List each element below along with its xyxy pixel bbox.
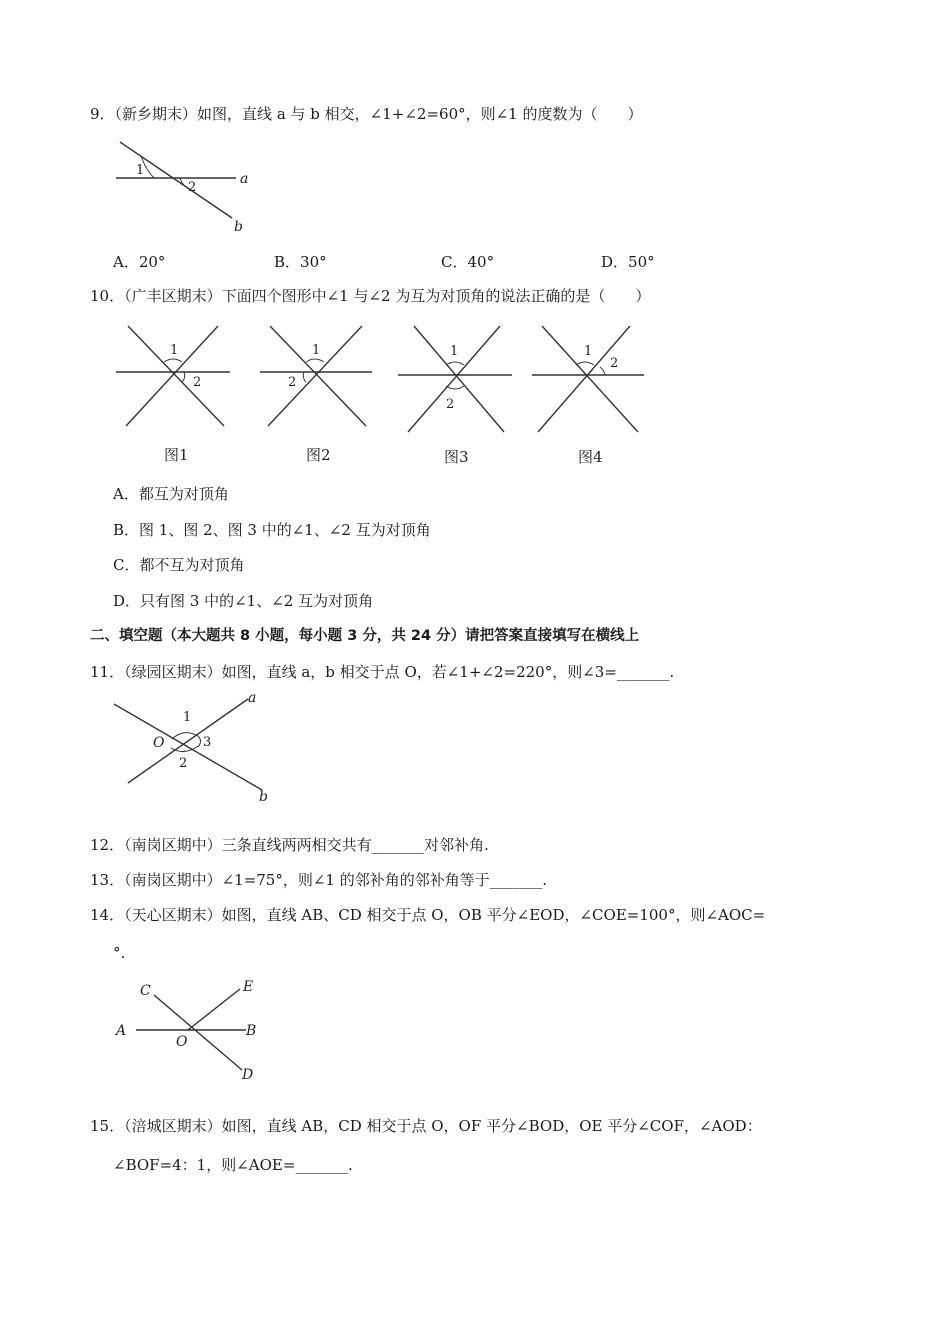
q14-label-a: A	[116, 1023, 127, 1039]
q10-fig4-label-2: 2	[610, 356, 619, 371]
q11-point-o: O	[153, 735, 165, 751]
q11-label-1: 1	[183, 710, 192, 725]
q11-label-3: 3	[203, 735, 212, 750]
section-2-heading: 二、填空题（本大题共 8 小题，每小题 3 分，共 24 分）请把答案直接填写在横线上	[90, 628, 640, 644]
q15-text: 15．（涪城区期末）如图，直线 AB，CD 相交于点 O，OF 平分∠BOD，OE 平分∠COF，∠AOD：	[90, 1117, 762, 1135]
q10-fig1-caption: 图1	[164, 446, 189, 464]
q10-figure-3	[396, 322, 516, 467]
q10-figure-2	[258, 322, 378, 467]
q10-fig2-label-2: 2	[288, 375, 297, 390]
q10-fig1-label-1: 1	[170, 343, 179, 358]
q14-label-d: D	[242, 1067, 254, 1083]
q11-text: 11．（绿园区期末）如图，直线 a，b 相交于点 O，若∠1+∠2=220°，则∠3=_______.	[90, 663, 675, 681]
q9-option-c[interactable]: C．40°	[441, 253, 495, 271]
q15-text-continued: ∠BOF=4：1，则∠AOE=_______.	[113, 1156, 353, 1174]
q14-ray-oe	[188, 989, 240, 1030]
q11-label-a: a	[248, 690, 257, 706]
q10-figure-1	[116, 322, 236, 467]
q9-options	[0, 252, 950, 272]
q9-text: 9．（新乡期末）如图，直线 a 与 b 相交，∠1+∠2=60°，则∠1 的度数为（ ）	[90, 105, 643, 123]
q10-fig3-label-2: 2	[446, 397, 455, 412]
q10-option-a[interactable]: A．都互为对顶角	[113, 485, 229, 503]
q10-fig3-caption: 图3	[444, 448, 469, 466]
q14-label-c: C	[140, 983, 151, 999]
q14-text-continued: °.	[113, 944, 126, 962]
q14-line-cd	[154, 995, 242, 1070]
q9-line-b	[120, 142, 232, 218]
q14-figure	[112, 975, 272, 1087]
q10-fig3-label-1: 1	[450, 344, 459, 359]
q10-fig2-caption: 图2	[306, 446, 331, 464]
q10-fig1-label-2: 2	[193, 375, 202, 390]
q13-text: 13．（南岗区期中）∠1=75°，则∠1 的邻补角的邻补角等于_______.	[90, 871, 548, 889]
q14-label-b: B	[246, 1023, 257, 1039]
q14-label-o: O	[176, 1034, 188, 1050]
q11-figure	[110, 690, 280, 808]
q10-option-b[interactable]: B．图 1、图 2、图 3 中的∠1、∠2 互为对顶角	[113, 521, 431, 539]
q9-label-1: 1	[136, 163, 145, 178]
q10-text: 10．（广丰区期末）下面四个图形中∠1 与∠2 为互为对顶角的说法正确的是（ ）	[90, 287, 651, 305]
q12-text: 12．（南岗区期中）三条直线两两相交共有_______对邻补角.	[90, 836, 489, 854]
q11-label-b: b	[259, 789, 268, 805]
q10-figure-4	[530, 322, 650, 467]
q9-figure	[110, 140, 270, 240]
q9-option-a[interactable]: A．20°	[113, 253, 166, 271]
q10-option-c[interactable]: C．都不互为对顶角	[113, 556, 245, 574]
q9-label-b: b	[234, 219, 243, 235]
q9-label-2: 2	[188, 180, 197, 195]
q11-label-2: 2	[179, 756, 188, 771]
q9-option-d[interactable]: D．50°	[601, 253, 655, 271]
q9-label-a: a	[240, 171, 249, 187]
q14-label-e: E	[243, 979, 254, 995]
q9-option-b[interactable]: B．30°	[274, 253, 327, 271]
q10-option-d[interactable]: D．只有图 3 中的∠1、∠2 互为对顶角	[113, 592, 374, 610]
q10-fig2-label-1: 1	[312, 343, 321, 358]
q10-fig4-label-1: 1	[584, 344, 593, 359]
q14-text: 14．（天心区期末）如图，直线 AB、CD 相交于点 O，OB 平分∠EOD，∠COE=100°，则∠AOC=	[90, 906, 766, 924]
q10-fig4-caption: 图4	[578, 448, 603, 466]
